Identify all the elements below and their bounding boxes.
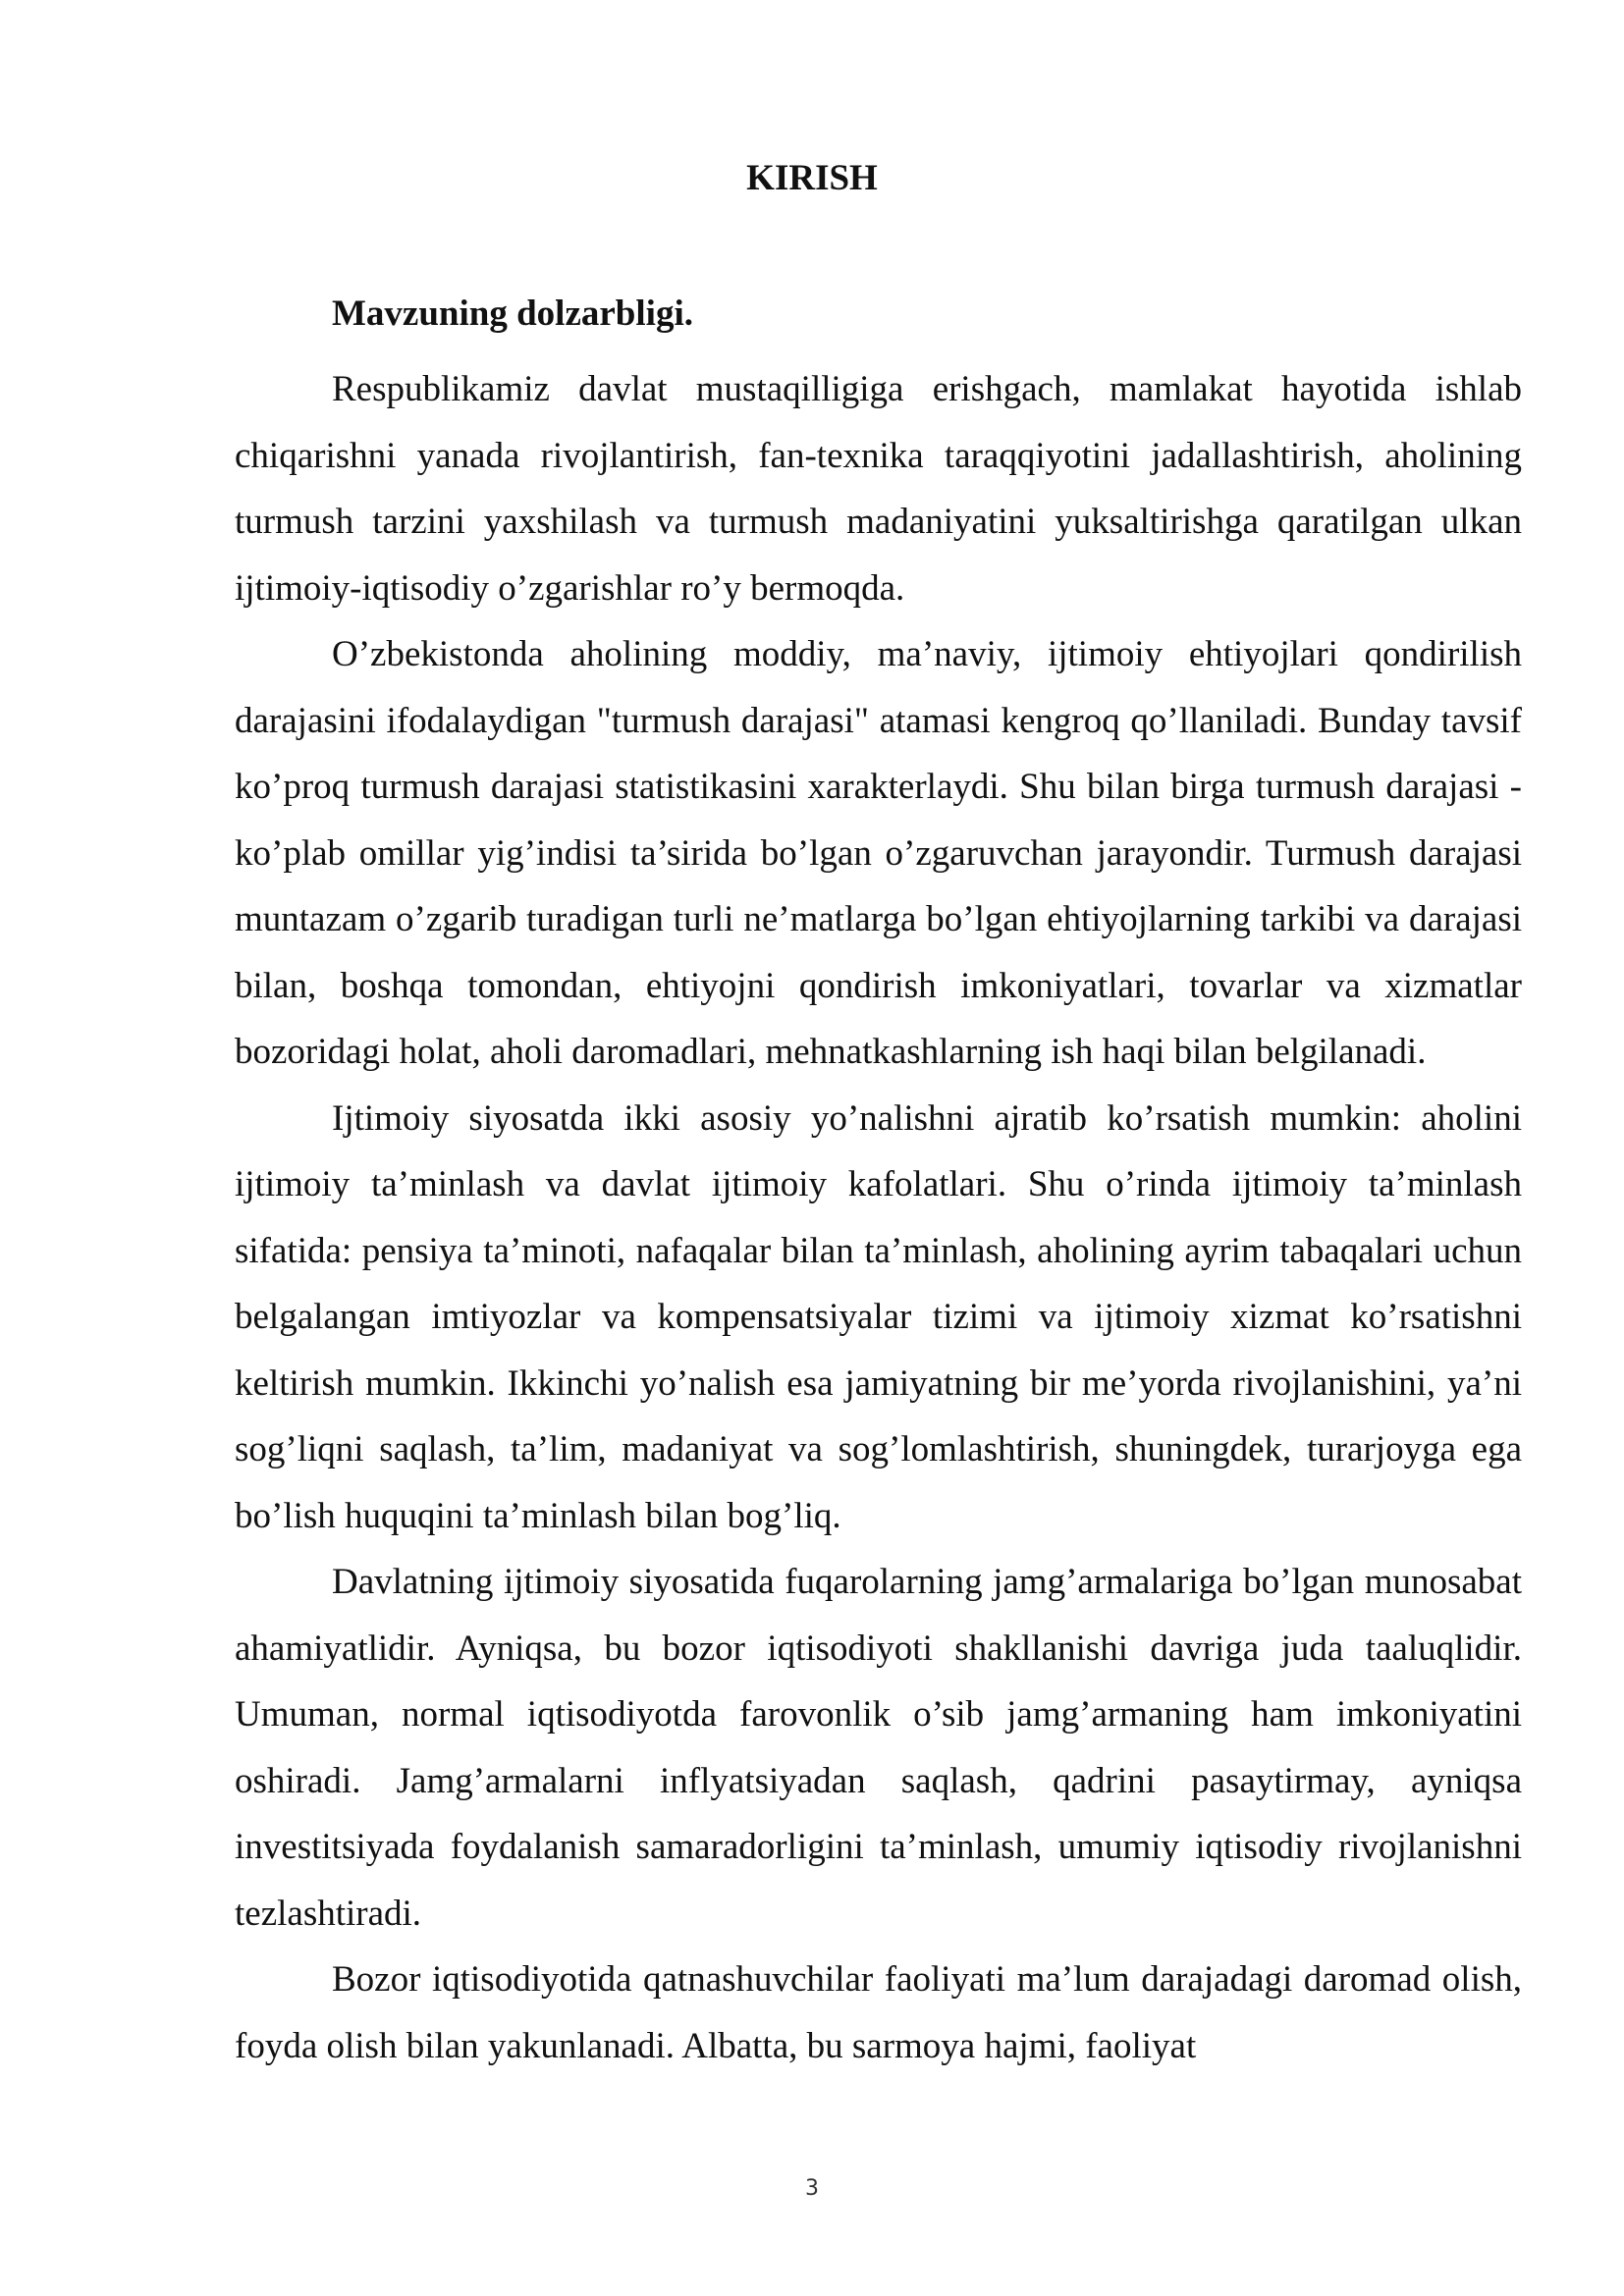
page-title: KIRISH: [746, 158, 878, 198]
paragraph-1: Respublikamiz davlat mustaqilligiga erishgach, mamlakat hayotida ishlab chiqarishni yanada rivojlantirish, fan-texnika taraqqiyotini jadallashtirish, aholining turmush tarzini yaxshilash va turmush madaniyatini yuksaltirishga qaratilgan ulkan ijtimoiy-iqtisodiy o’zgarishlar ro’y bermoqda.: [235, 369, 1522, 609]
paragraph-3: Ijtimoiy siyosatda ikki asosiy yo’nalishni ajratib ko’rsatish mumkin: aholini ijtimoiy ta’minlash va davlat ijtimoiy kafolatlari. Shu o’rinda ijtimoiy ta’minlash sifatida: pensiya ta’minoti, nafaqalar bilan ta’minlash, aholining ayrim tabaqalari uchun belgalangan imtiyozlar va kompensatsiyalar tizimi va ijtimoiy xizmat ko’rsatishni keltirish mumkin. Ikkinchi yo’nalish esa jamiyatning bir me’yorda rivojlanishini, ya’ni sog’liqni saqlash, ta’lim, madaniyat va sog’lomlashtirish, shuningdek, turarjoyga ega bo’lish huquqini ta’minlash bilan bog’liq.: [235, 1097, 1522, 1536]
page-number: 3: [805, 2176, 819, 2201]
section-subheading: Mavzuning dolzarbligi.: [332, 294, 693, 334]
paragraph-5: Bozor iqtisodiyotida qatnashuvchilar faoliyati ma’lum darajadagi daromad olish, foyda olish bilan yakunlanadi. Albatta, bu sarmoya hajmi, faoliyat: [235, 1959, 1522, 2066]
document-body: [235, 291, 1522, 2079]
paragraph-4: Davlatning ijtimoiy siyosatida fuqarolarning jamg’armalariga bo’lgan munosabat ahamiyatlidir. Ayniqsa, bu bozor iqtisodiyoti shakllanishi davriga juda taaluqlidir. Umuman, normal iqtisodiyotda farovonlik o’sib jamg’armaning ham imkoniyatini oshiradi. Jamg’armalarni inflyatsiyadan saqlash, qadrini pasaytirmay, ayniqsa investitsiyada foydalanish samaradorligini ta’minlash, umumiy iqtisodiy rivojlanishni tezlashtiradi.: [235, 1562, 1522, 1934]
paragraph-2: O’zbekistonda aholining moddiy, ma’naviy, ijtimoiy ehtiyojlari qondirilish darajasini ifodalaydigan "turmush darajasi" atamasi kengroq qo’llaniladi. Bunday tavsif ko’proq turmush darajasi statistikasini xarakterlaydi. Shu bilan birga turmush darajasi - ko’plab omillar yig’indisi ta’sirida bo’lgan o’zgaruvchan jarayondir. Turmush darajasi muntazam o’zgarib turadigan turli ne’matlarga bo’lgan ehtiyojlarning tarkibi va darajasi bilan, boshqa tomondan, ehtiyojni qondirish imkoniyatlari, tovarlar va xizmatlar bozoridagi holat, aholi daromadlari, mehnatkashlarning ish haqi bilan belgilanadi.: [235, 634, 1522, 1072]
